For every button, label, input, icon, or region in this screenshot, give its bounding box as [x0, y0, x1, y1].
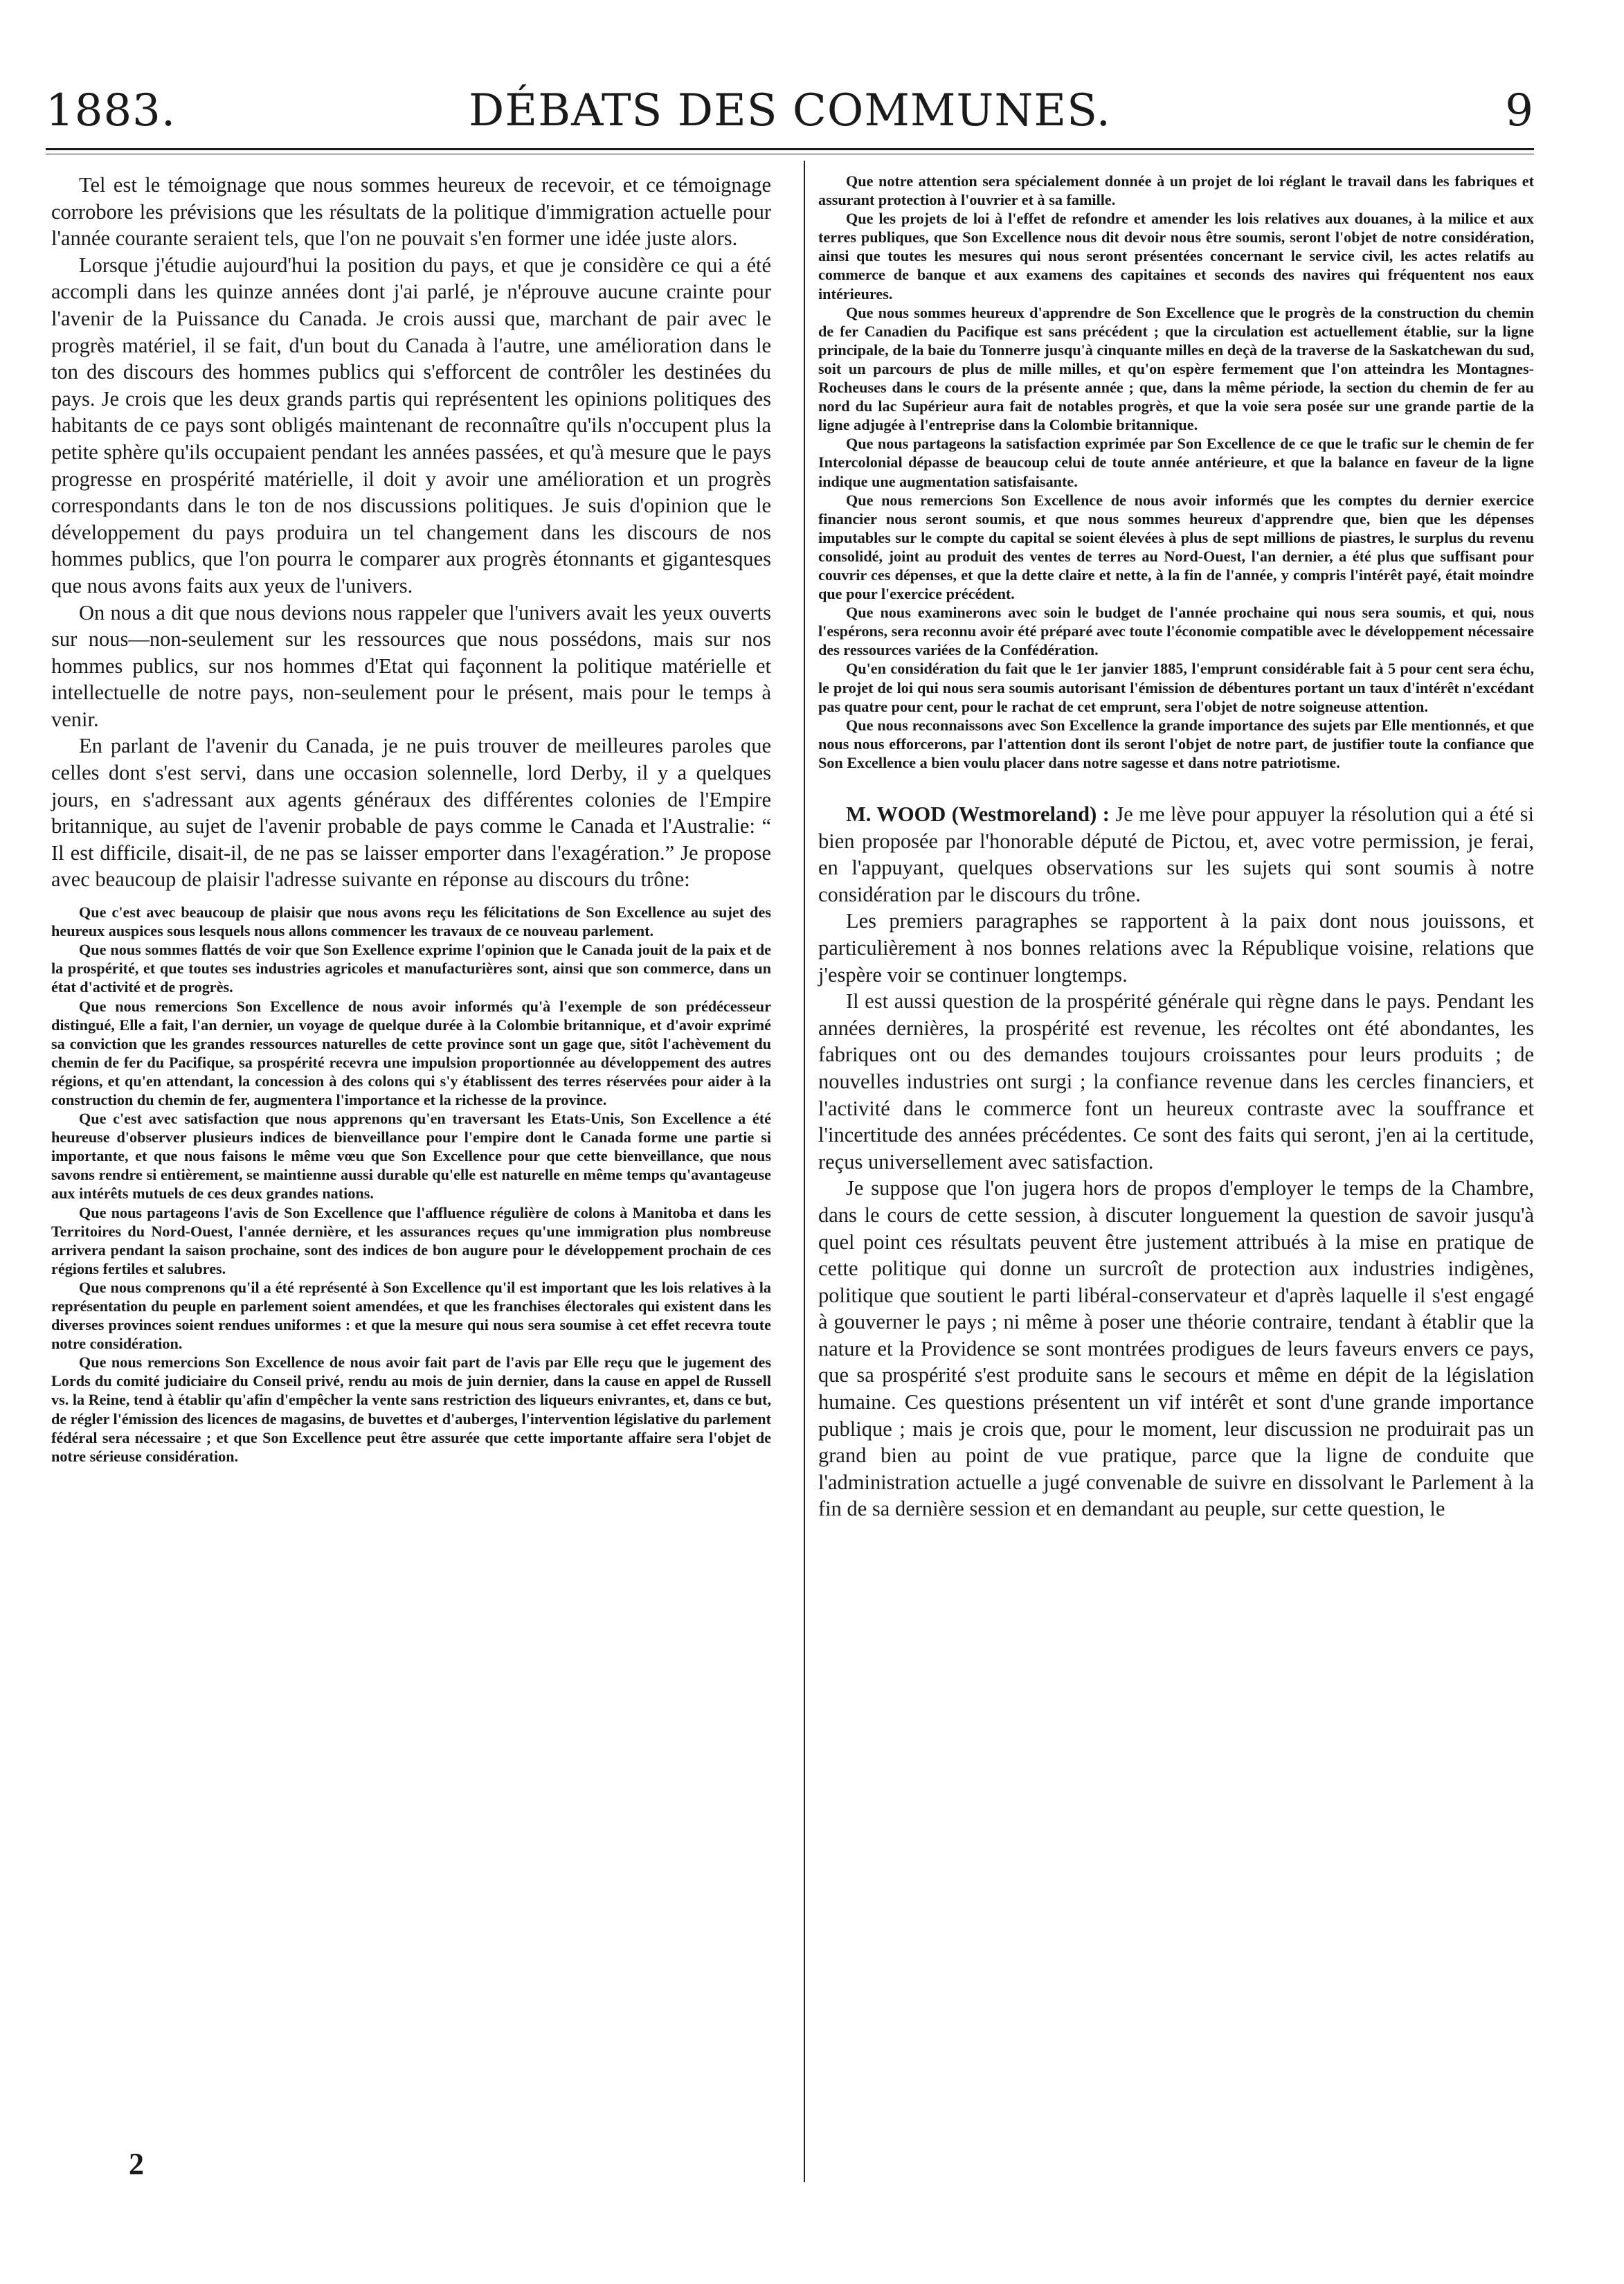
address-block-continued: [818, 172, 1534, 772]
left-column: [51, 172, 771, 1466]
page-header: [46, 83, 1534, 138]
address-paragraph: Que nous remercions Son Excellence de nous avoir fait part de l'avis par Elle reçu que le jugement des Lords du comité judiciaire du Conseil privé, rendu au mois de juin dernier, dans la cause en appel de Russell vs. la Reine, tend à établir qu'afin d'empêcher la vente sans restriction des liqueurs enivrantes, et, dans ce but, de régler l'émission des licences de magasins, de buvettes et d'auberges, l'intervention législative du parlement fédéral sera nécessaire ; et que Son Excellence peut être assurée que cette importante affaire sera l'objet de notre sérieuse considération.: [51, 1354, 771, 1465]
header-rule: [46, 148, 1534, 150]
address-paragraph: Qu'en considération du fait que le 1er janvier 1885, l'emprunt considérable fait à 5 pour cent sera échu, le projet de loi qui nous sera soumis autorisant l'émission de débentures portant un taux d'intérêt n'excédant pas quatre pour cent, pour le rachat de cet emprunt, sera l'objet de notre soigneuse attention.: [818, 660, 1534, 715]
left-body-text: [51, 172, 771, 893]
address-paragraph: Que nous comprenons qu'il a été représenté à Son Excellence qu'il est important que les lois relatives à la représentation du peuple en parlement soient amendées, et que les franchises électorales qui existent dans les diverses provinces soient rendues uniformes : et que la mesure qui nous sera soumise à cet effet recevra toute notre considération.: [51, 1278, 771, 1353]
address-paragraph: Que nous partageons l'avis de Son Excellence que l'affluence régulière de colons à Manitoba et dans les Territoires du Nord-Ouest, l'année dernière, et les assurances reçues qu'une immigration plus nombreuse arrivera pendant la saison prochaine, sont des indices de bon augure pour le développement prochain de ces régions fertiles et salubres.: [51, 1203, 771, 1277]
address-paragraph: Que nous sommes heureux d'apprendre de Son Excellence que le progrès de la construction du chemin de fer Canadien du Pacifique est sans précédent ; que la circulation est actuellement établie, sur la ligne principale, de la baie du Tonnerre jusqu'à cinquante milles en deçà de la traverse de la Saskatchewan du sud, soit un parcours de plus de mille milles, et qu'on espère fermement que l'on atteindra les Montagnes-Rocheuses dans le cours de la présente année ; que, dans la même période, la section du chemin de fer au nord du lac Supérieur aura fait de notables progrès, et que la voie sera posée sur une grande partie de la ligne adjugée à l'entreprise dans la Colombie britannique.: [818, 303, 1534, 434]
speech-first-text: Je me lève pour appuyer la résolution qui a été si bien proposée par l'honorable député de Pictou, et, avec votre permission, je ferai, en l'appuyant, quelques observations sur les sujets qui sont soumis à notre considération par le discours du trône.: [818, 802, 1534, 906]
address-paragraph: Que notre attention sera spécialement donnée à un projet de loi réglant le travail dans les fabriques et assurant protection à l'ouvrier et à sa famille.: [818, 172, 1534, 209]
speaker-name: M. WOOD (Westmoreland) :: [846, 802, 1110, 826]
speech-text: [818, 801, 1534, 1522]
address-block: [51, 903, 771, 1466]
paragraph: On nous a dit que nous devions nous rappeler que l'univers avait les yeux ouverts sur nous—non-seulement sur les ressources que nous possédons, mais sur nos hommes publics, sur nos hommes d'Etat qui façonnent la politique matérielle et intellectuelle de notre pays, non-seulement pour le présent, mais pour le temps à venir.: [51, 600, 771, 731]
header-year: 1883.: [46, 85, 177, 136]
address-paragraph: Que nous reconnaissons avec Son Excellence la grande importance des sujets par Elle mentionnés, et que nous nous efforcerons, par l'attention dont ils seront l'objet de notre part, de justifier toute la confiance que Son Excellence a bien voulu placer dans notre sagesse et dans notre patriotisme.: [818, 716, 1534, 771]
paragraph: Tel est le témoignage que nous sommes heureux de recevoir, et ce témoignage corrobore les prévisions que les résultats de la politique d'immigration actuelle pour l'année courante seraient tels, que l'on ne pouvait s'en former une idée juste alors.: [51, 173, 771, 251]
paragraph: Les premiers paragraphes se rapportent à la paix dont nous jouissons, et particulièrement à nos bonnes relations avec la République voisine, relations que j'espère voir se continuer longtemps.: [818, 909, 1534, 987]
address-paragraph: Que c'est avec beaucoup de plaisir que nous avons reçu les félicitations de Son Excellence au sujet des heureux auspices sous lesquels nous allons commencer les travaux de ce nouveau parlement.: [51, 903, 771, 940]
signature-mark: 2: [129, 2147, 144, 2181]
header-title: DÉBATS DES COMMUNES.: [469, 85, 1111, 136]
address-paragraph: Que nous sommes flattés de voir que Son Exellence exprime l'opinion que le Canada jouit de la paix et de la prospérité, et que toutes ses industries agricoles et manufacturières sont, ainsi que son commerce, dans un état d'activité et de progrès.: [51, 941, 771, 996]
column-separator: [804, 161, 805, 2182]
address-paragraph: Que nous remercions Son Excellence de nous avoir informés que les comptes du dernier exercice financier nous seront soumis, et que nous sommes heureux d'apprendre que, bien que les dépenses imputables sur le compte du capital se soient élevées à plus de sept millions de piastres, le surplus du revenu consolidé, joint au produit des ventes de terres au Nord-Ouest, l'an dernier, a été plus que suffisant pour couvrir ces dépenses, et que la dette claire et nette, à la fin de l'année, y compris l'intérêt payé, était moindre que pour l'exercice précédent.: [818, 491, 1534, 603]
address-paragraph: Que c'est avec satisfaction que nous apprenons qu'en traversant les Etats-Unis, Son Excellence a été heureuse d'observer plusieurs indices de bienveillance pour l'empire dont le Canada forme une partie si importante, et que nous faisons le même vœu que Son Excellence pour que cette bienveillance, que nous savons rendre si entièrement, se maintienne aussi durable qu'elle est naturelle en même temps qu'avantageuse aux intérêts mutuels de ces deux grandes nations.: [51, 1110, 771, 1203]
paragraph: En parlant de l'avenir du Canada, je ne puis trouver de meilleures paroles que celles dont s'est servi, dans une occasion solennelle, lord Derby, il y a quelques jours, en s'adressant aux agents généraux des différentes colonies de l'Empire britannique, au sujet de l'avenir probable de pays comme le Canada et l'Australie: “ Il est difficile, disait-il, de ne pas se laisser emporter dans l'exagération.” Je propose avec beaucoup de plaisir l'adresse suivante en réponse au discours du trône:: [51, 734, 771, 892]
paragraph: Je suppose que l'on jugera hors de propos d'employer le temps de la Chambre, dans le cours de cette session, à discuter longuement la question de savoir jusqu'à quel point ces résultats peuvent être justement attribués à la mise en pratique de cette politique qui donne un surcroît de protection aux industries indigènes, politique que soutient le parti libéral-conservateur et d'après laquelle il s'est engagé à gouverner le pays ; ni même à poser une théorie contraire, tendant à établir que la nature et la Providence se sont montrées prodigues de leurs faveurs envers ce pays, que sa prospérité s'est produite sans le secours et même en dépit de la législation humaine. Ces questions présentent un vif intérêt et sont d'une grande importance publique ; mais je crois que, pour le moment, leur discussion ne produirait pas un grand bien au point de vue pratique, parce que la ligne de conduite que l'administration actuelle a jugé convenable de suivre en dissolvant le Parlement à la fin de sa dernière session et en demandant au peuple, sur cette question, le: [818, 1176, 1534, 1521]
address-paragraph: Que nous remercions Son Excellence de nous avoir informés qu'à l'exemple de son prédécesseur distingué, Elle a fait, l'an dernier, un voyage de quelque durée à la Colombie britannique, et d'avoir exprimé sa conviction que les grandes ressources naturelles de cette province sont un gage que, sitôt l'achèvement du chemin de fer du Pacifique, sa prospérité recevra une impulsion proportionnée au développement des autres régions, et qu'en attendant, la concession à des colons qui s'y établissent des terres réservées pour aider à la construction du chemin de fer, augmentera l'importance et la richesse de la province.: [51, 997, 771, 1108]
paragraph: Lorsque j'étudie aujourd'hui la position du pays, et que je considère ce qui a été accompli dans les quinze années dont j'ai parlé, je n'éprouve aucune crainte pour l'avenir de la Puissance du Canada. Je crois aussi que, marchant de pair avec le progrès matériel, il se fait, d'un bout du Canada à l'autre, une amélioration dans le ton des discours des hommes publics qui s'efforcent de contrôler les destinées du pays. Je crois que les deux grands partis qui représentent les opinions politiques des habitants de ce pays sont obligés maintenant de reconnaître qu'ils n'occupent plus la petite sphère qu'ils occupaient pendant les années passées, et qu'à mesure que le pays progresse en prospérité matérielle, il doit y avoir une amélioration et un progrès correspondants dans le ton de nos discussions politiques. Je suis d'opinion que le développement du pays produira un tel changement dans les discours de nos hommes publics, que l'on pourra le comparer aux progrès étonnants et gigantesques que nous avons faits aux yeux de l'univers.: [51, 253, 771, 597]
paragraph: Il est aussi question de la prospérité générale qui règne dans le pays. Pendant les années dernières, la prospérité est revenue, les récoltes ont été abondantes, les fabriques ont ou des demandes toujours croissantes pour leurs produits ; de nouvelles industries ont surgi ; la confiance revenue dans les cercles financiers, et l'activité dans le commerce font un heureux contraste avec la souffrance et l'incertitude des années précédentes. Ce sont des faits qui seront, j'en ai la certitude, reçus universellement avec satisfaction.: [818, 989, 1534, 1174]
address-paragraph: Que les projets de loi à l'effet de refondre et amender les lois relatives aux douanes, à la milice et aux terres publiques, que Son Excellence nous dit devoir nous être soumis, seront l'objet de notre considération, ainsi que toutes les mesures qui nous seront présentées concernant le service civil, les actes relatifs au commerce de banque et aux examens des capitaines et seconds des navires qui fréquentent nos eaux intérieures.: [818, 210, 1534, 303]
address-paragraph: Que nous partageons la satisfaction exprimée par Son Excellence de ce que le trafic sur le chemin de fer Intercolonial dépasse de beaucoup celui de toute année antérieure, et que la balance en faveur de la ligne indique une augmentation satisfaisante.: [818, 435, 1534, 490]
header-page-number: 9: [1505, 85, 1534, 136]
speech-opening: [818, 801, 1534, 908]
address-paragraph: Que nous examinerons avec soin le budget de l'année prochaine qui nous sera soumis, et qui, nous l'espérons, sera reconnu avoir été préparé avec toute l'économie compatible avec le développement nécessaire des ressources variées de la Confédération.: [818, 604, 1534, 659]
right-column: [818, 172, 1534, 1522]
